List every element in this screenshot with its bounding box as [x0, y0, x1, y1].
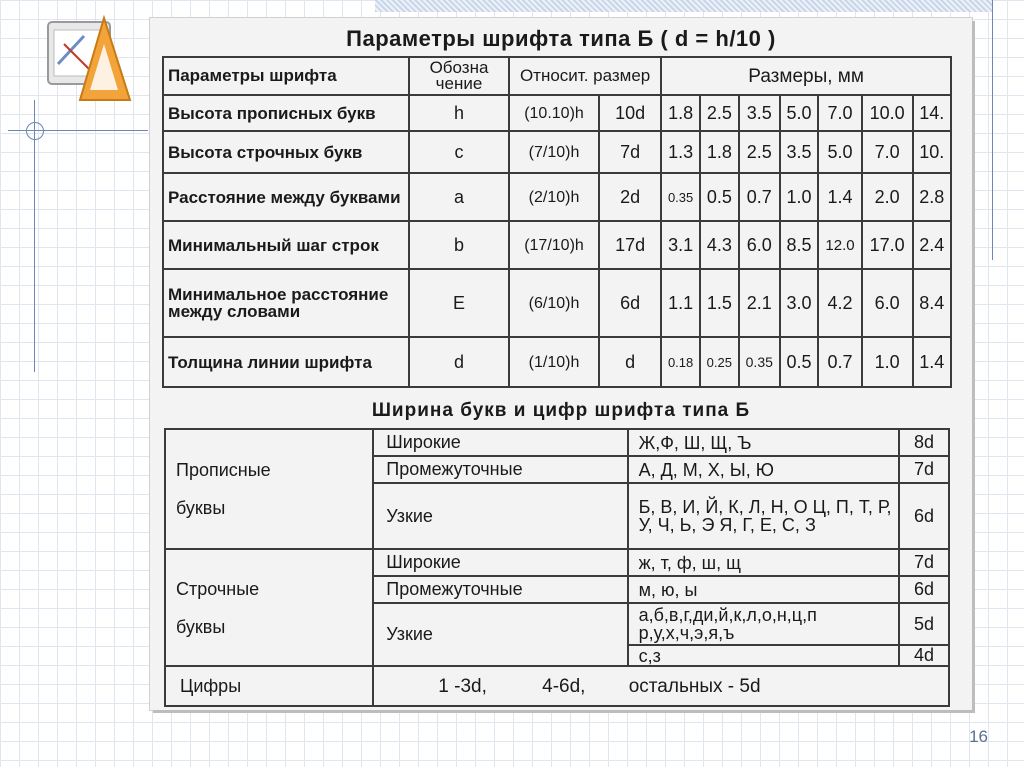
row-value: 7.0 — [862, 131, 913, 173]
table-row — [163, 95, 951, 131]
font-parameters-sheet — [150, 18, 972, 710]
group-uppercase — [165, 429, 373, 549]
row-value: 5.0 — [780, 95, 818, 131]
row-rel-d: 7d — [599, 131, 661, 173]
width-cell: 5d — [899, 603, 949, 645]
class-label: Промежуточные — [373, 576, 627, 603]
row-rel: (2/10)h — [509, 173, 599, 221]
digits-label: Цифры — [165, 666, 373, 706]
row-value: 0.5 — [700, 173, 739, 221]
width-cell: 7d — [899, 549, 949, 576]
group-label-line1: Строчные — [176, 578, 260, 599]
row-value: 1.0 — [862, 337, 913, 387]
row-param: Высота прописных букв — [163, 95, 409, 131]
row-value: 0.35 — [661, 173, 700, 221]
header-symbol: Обозна чение — [409, 57, 509, 95]
row-value: 2.5 — [700, 95, 739, 131]
table-row — [163, 221, 951, 269]
row-rel: (6/10)h — [509, 269, 599, 337]
width-cell: 8d — [899, 429, 949, 456]
table-row — [163, 269, 951, 337]
class-label: Промежуточные — [373, 456, 627, 483]
row-rel: (17/10)h — [509, 221, 599, 269]
class-label: Узкие — [373, 603, 627, 666]
right-guide-line — [992, 0, 993, 260]
row-value: 6.0 — [739, 221, 780, 269]
row-value: 3.1 — [661, 221, 700, 269]
group-lowercase — [165, 549, 373, 666]
row-value: 1.4 — [818, 173, 862, 221]
guide-line-vertical — [34, 100, 35, 372]
row-param: Минимальное расстояние между словами — [163, 269, 409, 337]
class-label: Широкие — [373, 429, 627, 456]
row-value: 1.4 — [913, 337, 951, 387]
row-value: 3.5 — [739, 95, 780, 131]
digits-value-1: 1 -3d, — [438, 675, 487, 697]
table-row — [163, 337, 951, 387]
row-value: 1.8 — [700, 131, 739, 173]
row-value: 1.0 — [780, 173, 818, 221]
width-cell: 7d — [899, 456, 949, 483]
row-value: 4.3 — [700, 221, 739, 269]
crosshair-circle — [26, 122, 44, 140]
row-value: 10. — [913, 131, 951, 173]
letters-cell: а,б,в,г,ди,й,к,л,о,н,ц,п р,у,х,ч,э,я,ъ — [628, 603, 899, 645]
table2-title: Ширина букв и цифр шрифта типа Б — [371, 400, 751, 421]
table1-title: Параметры шрифта типа Б ( d = h/10 ) — [346, 26, 776, 51]
row-symbol: h — [409, 95, 509, 131]
drafting-logo-icon — [44, 14, 134, 106]
row-rel: (7/10)h — [509, 131, 599, 173]
row-symbol: a — [409, 173, 509, 221]
class-label: Широкие — [373, 549, 627, 576]
header-sizes: Размеры, мм — [661, 57, 951, 95]
row-value: 0.5 — [780, 337, 818, 387]
row-value: 2.8 — [913, 173, 951, 221]
row-value: 8.5 — [780, 221, 818, 269]
row-value: 0.35 — [739, 337, 780, 387]
row-symbol: E — [409, 269, 509, 337]
row-value: 2.1 — [739, 269, 780, 337]
row-value: 2.4 — [913, 221, 951, 269]
row-value: 1.8 — [661, 95, 700, 131]
row-rel-d: d — [599, 337, 661, 387]
row-value: 3.0 — [780, 269, 818, 337]
letters-cell: А, Д, М, Х, Ы, Ю — [628, 456, 899, 483]
row-rel-d: 17d — [599, 221, 661, 269]
row-value: 6.0 — [862, 269, 913, 337]
font-parameters-table — [162, 56, 952, 388]
row-value: 10.0 — [862, 95, 913, 131]
row-value: 3.5 — [780, 131, 818, 173]
row-rel-d: 2d — [599, 173, 661, 221]
width-cell: 6d — [899, 483, 949, 549]
row-rel-d: 6d — [599, 269, 661, 337]
row-value: 1.3 — [661, 131, 700, 173]
row-rel-d: 10d — [599, 95, 661, 131]
row-rel: (10.10)h — [509, 95, 599, 131]
group-label-line2: буквы — [176, 498, 226, 518]
width-cell: 6d — [899, 576, 949, 603]
row-value: 1.5 — [700, 269, 739, 337]
row-value: 0.7 — [739, 173, 780, 221]
letters-cell: с,з — [628, 645, 899, 666]
table-row — [163, 131, 951, 173]
row-value: 0.7 — [818, 337, 862, 387]
row-value: 2.5 — [739, 131, 780, 173]
letter-width-table — [164, 428, 950, 707]
row-rel: (1/10)h — [509, 337, 599, 387]
letters-cell: Б, В, И, Й, К, Л, Н, О Ц, П, Т, Р, У, Ч, Ь, Э Я, Г, Е, С, З — [628, 483, 899, 549]
row-value: 8.4 — [913, 269, 951, 337]
table-row — [165, 549, 949, 576]
row-value: 4.2 — [818, 269, 862, 337]
row-param: Минимальный шаг строк — [163, 221, 409, 269]
row-value: 0.18 — [661, 337, 700, 387]
row-value: 2.0 — [862, 173, 913, 221]
row-value: 7.0 — [818, 95, 862, 131]
table-row — [165, 429, 949, 456]
letters-cell: ж, т, ф, ш, щ — [628, 549, 899, 576]
group-label-line2: буквы — [176, 616, 226, 637]
page-number: 16 — [969, 727, 988, 746]
digits-row — [165, 666, 949, 706]
row-value: 17.0 — [862, 221, 913, 269]
header-param: Параметры шрифта — [163, 57, 409, 95]
class-label: Узкие — [373, 483, 627, 549]
letters-cell: м, ю, ы — [628, 576, 899, 603]
row-symbol: d — [409, 337, 509, 387]
row-value: 14. — [913, 95, 951, 131]
row-param: Расстояние между буквами — [163, 173, 409, 221]
table-header-row — [163, 57, 951, 95]
letters-cell: Ж,Ф, Ш, Щ, Ъ — [628, 429, 899, 456]
row-symbol: c — [409, 131, 509, 173]
digits-value-3: остальных - 5d — [628, 675, 761, 697]
group-label-line1: Прописные — [176, 460, 271, 480]
row-value: 5.0 — [818, 131, 862, 173]
row-value: 0.25 — [700, 337, 739, 387]
row-param: Толщина линии шрифта — [163, 337, 409, 387]
width-cell: 4d — [899, 645, 949, 666]
table-row — [163, 173, 951, 221]
digits-values — [373, 666, 949, 706]
header-relative: Относит. размер — [509, 57, 661, 95]
row-value: 1.1 — [661, 269, 700, 337]
row-value: 12.0 — [818, 221, 862, 269]
top-decorative-band — [375, 0, 992, 12]
digits-value-2: 4-6d, — [542, 675, 586, 697]
row-param: Высота строчных букв — [163, 131, 409, 173]
row-symbol: b — [409, 221, 509, 269]
